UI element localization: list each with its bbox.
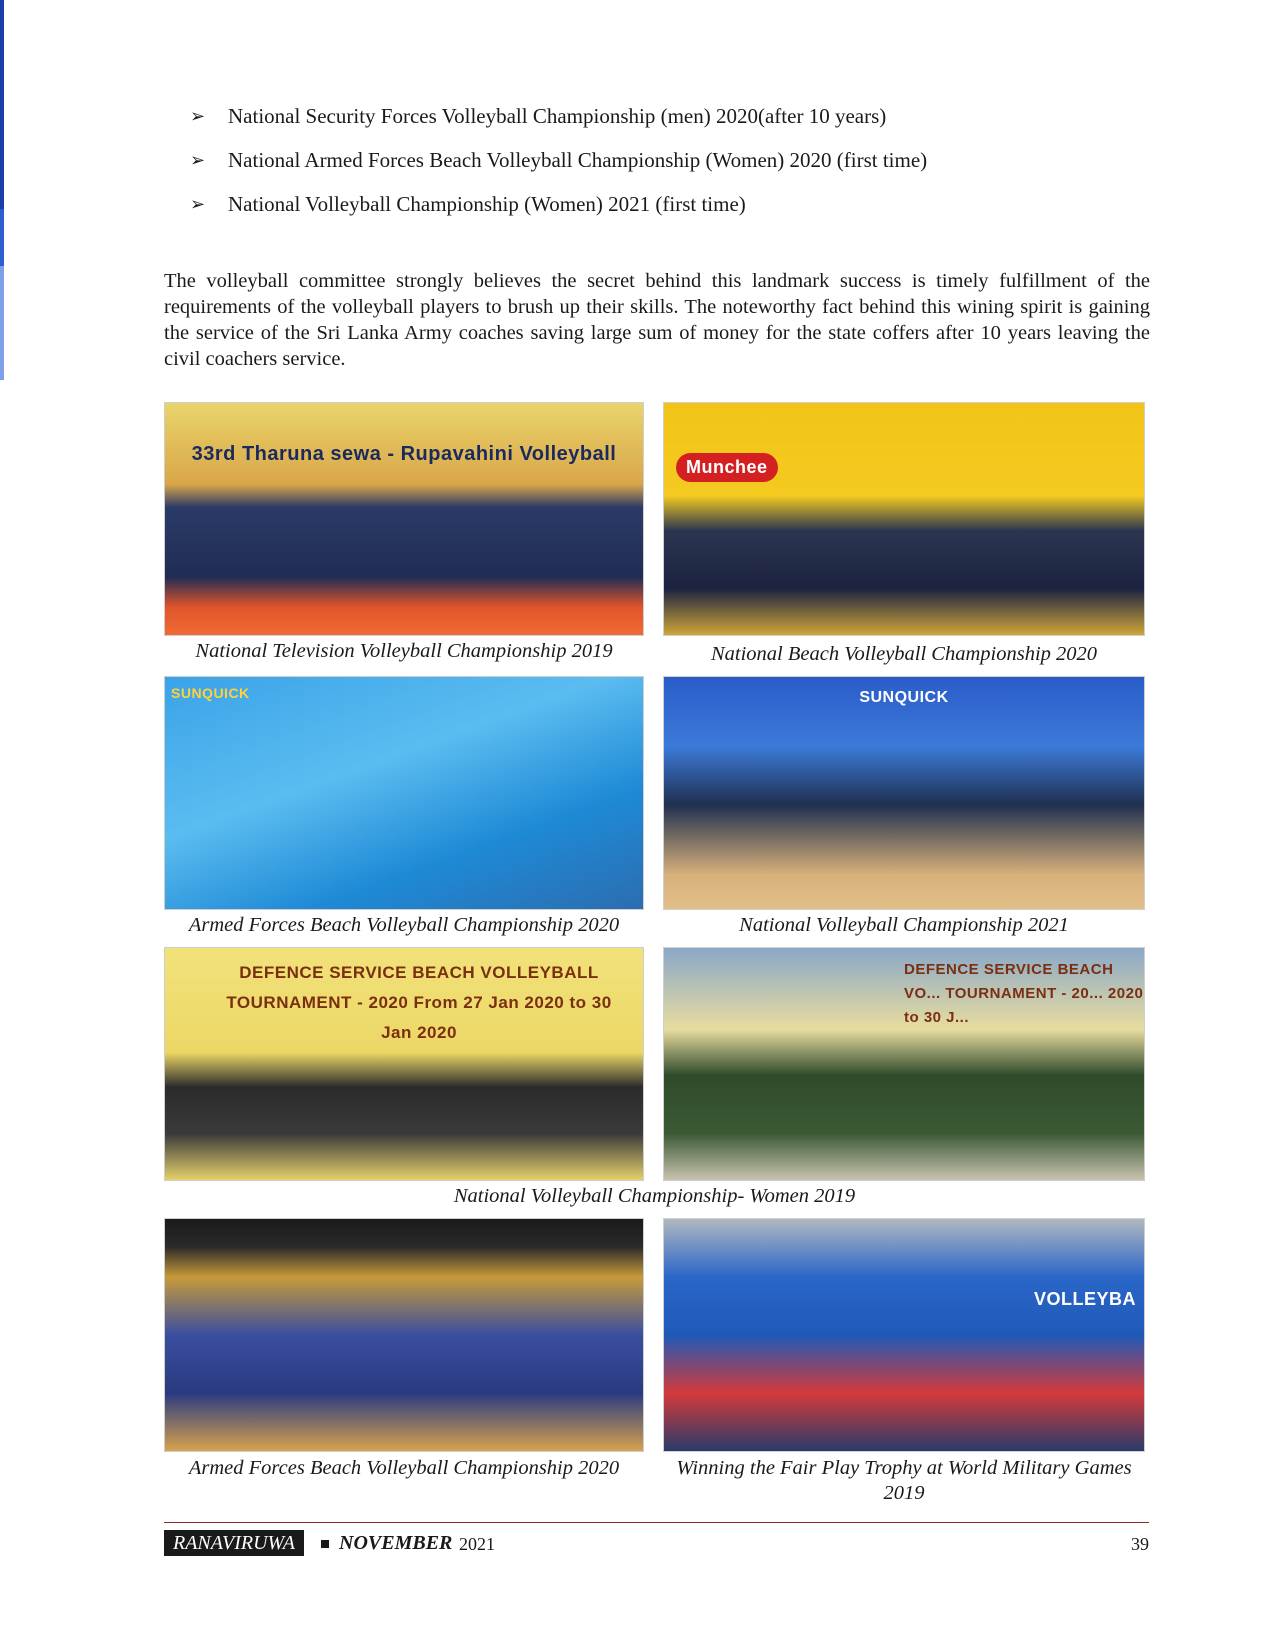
- square-separator-icon: [321, 1540, 329, 1548]
- arrow-bullet-icon: ➢: [190, 106, 206, 126]
- list-item: [190, 147, 1150, 191]
- page-edge-strip: [0, 0, 4, 380]
- body-paragraph: The volleyball committee strongly believes the secret behind this landmark success is timely fulfillment of the requirements of the volleyball players to brush up their skills. The noteworthy fact behind this wining spirit is gaining the service of the Sri Lanka Army coaches saving large sum of money for the state coffers after 10 years leaving the civil coachers service.: [164, 270, 1150, 370]
- list-item: [190, 103, 1150, 147]
- photo-caption: National Beach Volleyball Championship 2020: [710, 643, 1098, 665]
- photo-caption: National Volleyball Championship- Women 2019: [453, 1185, 856, 1207]
- achievement-list: [190, 103, 1150, 235]
- photo-caption: Armed Forces Beach Volleyball Championship 2020: [188, 914, 620, 936]
- page-number: 39: [1131, 1534, 1149, 1554]
- photo-caption: Armed Forces Beach Volleyball Championship 2020: [188, 1457, 620, 1479]
- sponsor-logo-text: SUNQUICK: [859, 689, 949, 706]
- banner-text: DEFENCE SERVICE BEACH VO... TOURNAMENT - 20... 2020 to 30 J...: [904, 961, 1144, 1026]
- photo-caption: Winning the Fair Play Trophy at World Military Games 2019: [676, 1457, 1132, 1504]
- page-footer: [164, 1530, 1149, 1560]
- list-item-text: National Volleyball Championship (Women) 2021 (first time): [228, 192, 746, 216]
- team-photo-television-championship: [164, 402, 644, 636]
- award-photo-beach-championship: [663, 402, 1145, 636]
- list-item-text: National Armed Forces Beach Volleyball Championship (Women) 2020 (first time): [228, 148, 928, 172]
- women-team-photo: [164, 1218, 644, 1452]
- issue-year: 2021: [459, 1534, 495, 1554]
- banner-text: DEFENCE SERVICE BEACH VOLLEYBALL TOURNAMENT - 2020 From 27 Jan 2020 to 30 Jan 2020: [226, 963, 612, 1042]
- banner-text: 33rd Tharuna sewa - Rupavahini Volleyball: [191, 443, 617, 465]
- magazine-name: RANAVIRUWA: [164, 1530, 304, 1556]
- sponsor-logo-text: SUNQUICK: [171, 685, 250, 701]
- list-item: [190, 191, 1150, 235]
- sponsor-logo-text: Munchee: [676, 453, 778, 482]
- trophy-photo-pair: [164, 676, 644, 910]
- fair-play-trophy-photo: [663, 1218, 1145, 1452]
- photo-caption: National Volleyball Championship 2021: [739, 914, 1069, 936]
- certificate-presentation-photo: [663, 947, 1145, 1181]
- women-trophy-photo: [164, 947, 644, 1181]
- list-item-text: National Security Forces Volleyball Championship (men) 2020(after 10 years): [228, 104, 887, 128]
- footer-rule: [164, 1522, 1149, 1523]
- issue-month: NOVEMBER: [339, 1532, 453, 1554]
- team-photo-beach-winners: [663, 676, 1145, 910]
- arrow-bullet-icon: ➢: [190, 150, 206, 170]
- arrow-bullet-icon: ➢: [190, 194, 206, 214]
- photo-caption: National Television Volleyball Championship 2019: [195, 640, 613, 662]
- banner-text: VOLLEYBA: [1033, 1289, 1136, 1309]
